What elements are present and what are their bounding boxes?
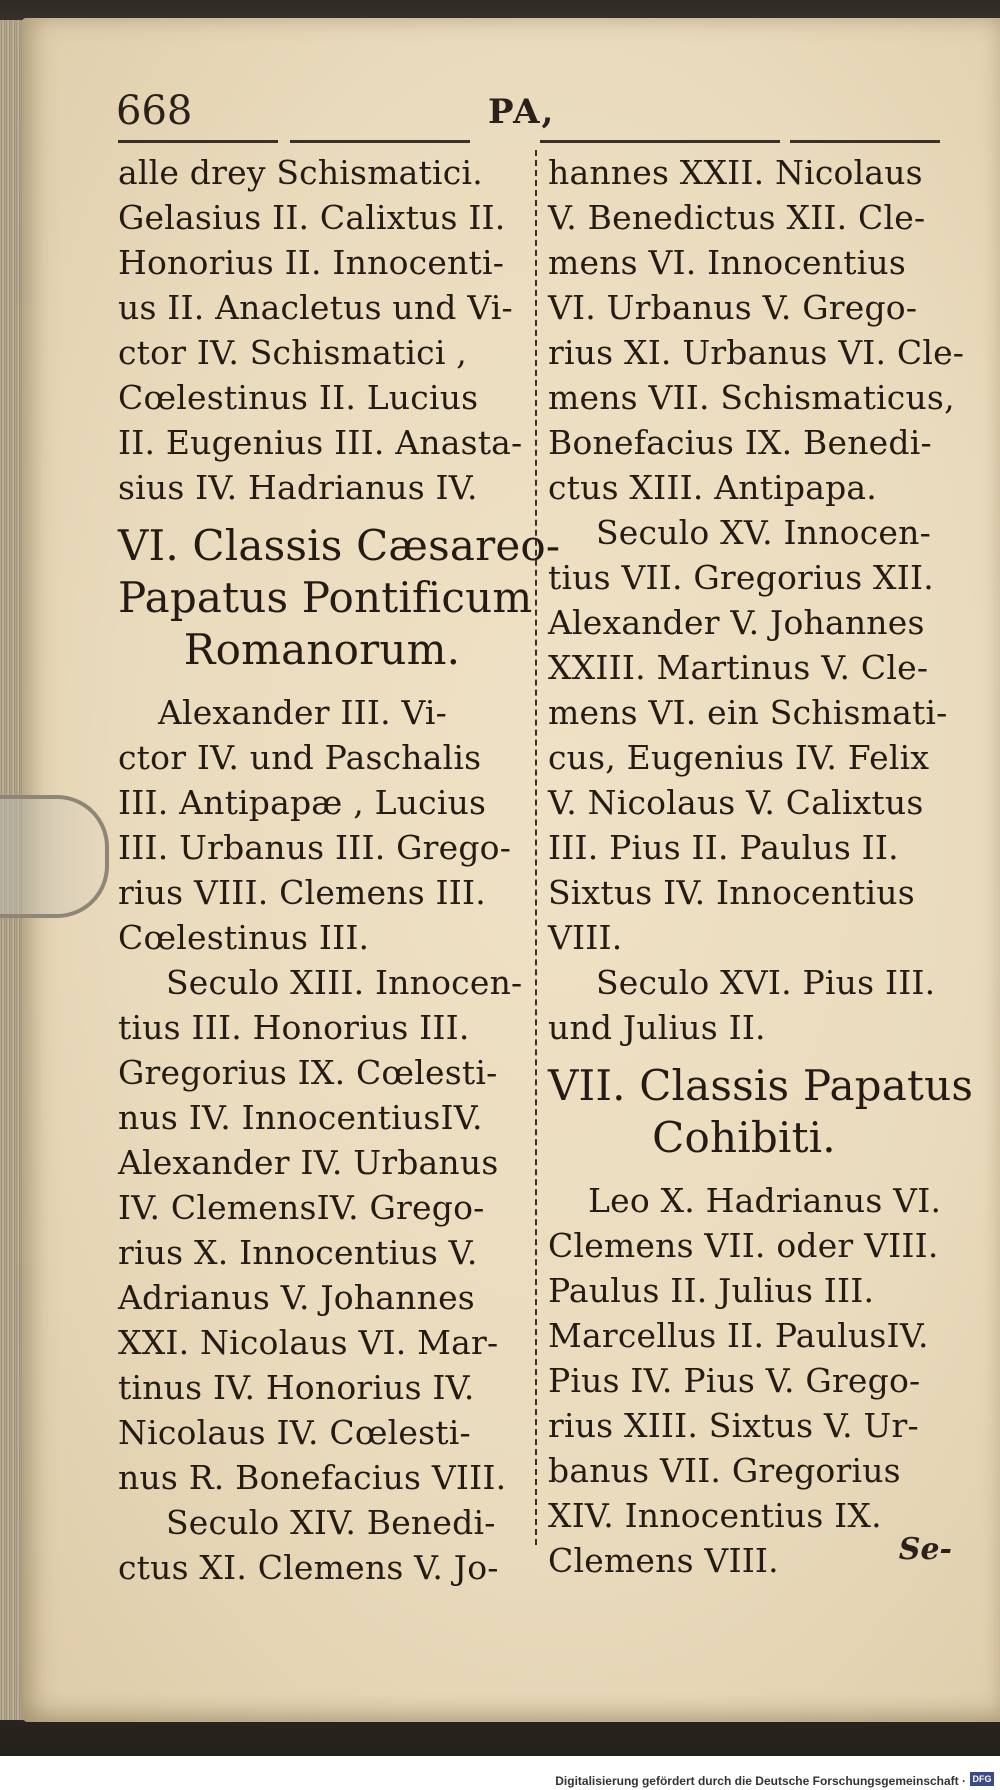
text-line: III. Urbanus III. Grego- [118,828,512,867]
text-line: Alexander V. Johannes [548,603,925,642]
text-line: Gelasius II. Calixtus II. [118,198,506,237]
text-line: Leo X. Hadrianus VI. [588,1181,942,1220]
text-line: tius VII. Gregorius XII. [548,558,934,597]
text-line: nus IV. InnocentiusIV. [118,1098,483,1137]
seculo-line: Seculo XVI. Pius III. [596,963,936,1002]
text-line: Sixtus IV. Innocentius [548,873,915,912]
catchword: Se- [898,1532,952,1567]
page-header [116,88,936,138]
seculo-line: Seculo XV. Innocen- [596,513,931,552]
text-line: rius XIII. Sixtus V. Ur- [548,1406,919,1445]
text-line: V. Nicolaus V. Calixtus [548,783,924,822]
text-line: Adrianus V. Johannes [118,1278,475,1317]
text-line: mens VI. ein Schismati- [548,693,948,732]
header-rule [790,140,940,143]
text-line: XXI. Nicolaus VI. Mar- [118,1323,499,1362]
text-line: ctus XIII. Antipapa. [548,468,877,507]
digitization-footer [0,1756,1000,1790]
text-line: Alexander III. Vi- [158,693,448,732]
text-line: nus R. Bonefacius VIII. [118,1458,507,1497]
text-line: Clemens VIII. [548,1541,779,1580]
page-clip-icon [0,795,109,918]
text-line: us II. Anacletus und Vi- [118,288,513,327]
seculo-line: Seculo XIII. Innocen- [166,963,523,1002]
text-line: rius VIII. Clemens III. [118,873,486,912]
left-text-column [118,150,561,1590]
section-heading: VI. Classis Cæsareo- [118,521,561,570]
text-line: Paulus II. Julius III. [548,1271,875,1310]
text-line: IV. ClemensIV. Grego- [118,1188,485,1227]
text-line: Marcellus II. PaulusIV. [548,1316,929,1355]
text-line: tius III. Honorius III. [118,1008,470,1047]
text-line: ctor IV. und Paschalis [118,738,482,777]
page-number: 668 [116,88,193,134]
text-line: alle drey Schismatici. [118,153,483,192]
text-line: hannes XXII. Nicolaus [548,153,923,192]
text-line: Cœlestinus III. [118,918,370,957]
text-line: rius XI. Urbanus VI. Cle- [548,333,965,372]
dfg-logo-icon: DFG [970,1772,994,1786]
header-rule [540,140,780,143]
text-line: und Julius II. [548,1008,766,1047]
text-line: ctor IV. Schismatici , [118,333,467,372]
text-line: Gregorius IX. Cœlesti- [118,1053,498,1092]
header-rule [290,140,470,143]
text-line: mens VI. Innocentius [548,243,907,282]
text-line: Pius IV. Pius V. Grego- [548,1361,921,1400]
seculo-line: Seculo XIV. Benedi- [166,1503,496,1542]
text-line: VI. Urbanus V. Grego- [548,288,918,327]
text-line: Alexander IV. Urbanus [118,1143,499,1182]
column-divider [535,150,537,1545]
text-line: Clemens VII. oder VIII. [548,1226,939,1265]
text-line: ctus XI. Clemens V. Jo- [118,1548,499,1587]
section-heading: Romanorum. [183,625,461,674]
text-line: Nicolaus IV. Cœlesti- [118,1413,471,1452]
section-heading: Cohibiti. [652,1113,836,1162]
text-line: tinus IV. Honorius IV. [118,1368,475,1407]
right-text-column [548,150,974,1583]
section-heading: VII. Classis Papatus [548,1061,974,1110]
text-line: cus, Eugenius IV. Felix [548,738,930,777]
header-rule [118,140,278,143]
text-line: XIV. Innocentius IX. [548,1496,882,1535]
text-line: sius IV. Hadrianus IV. [118,468,478,507]
text-line: Honorius II. Innocenti- [118,243,505,282]
text-line: Bonefacius IX. Benedi- [548,423,932,462]
text-line: Cœlestinus II. Lucius [118,378,479,417]
text-line: II. Eugenius III. Anasta- [118,423,523,462]
section-heading: Papatus Pontificum [118,573,533,622]
text-line: V. Benedictus XII. Cle- [548,198,926,237]
text-line: III. Pius II. Paulus II. [548,828,899,867]
text-line: III. Antipapæ , Lucius [118,783,487,822]
text-line: XXIII. Martinus V. Cle- [548,648,929,687]
text-line: rius X. Innocentius V. [118,1233,478,1272]
text-line: mens VII. Schismaticus, [548,378,955,417]
running-head: PA, [488,92,556,132]
text-line: VIII. [548,918,623,957]
text-line: banus VII. Gregorius [548,1451,901,1490]
footer-credit: Digitalisierung gefördert durch die Deutsche Forschungsgemeinschaft · [555,1774,966,1788]
